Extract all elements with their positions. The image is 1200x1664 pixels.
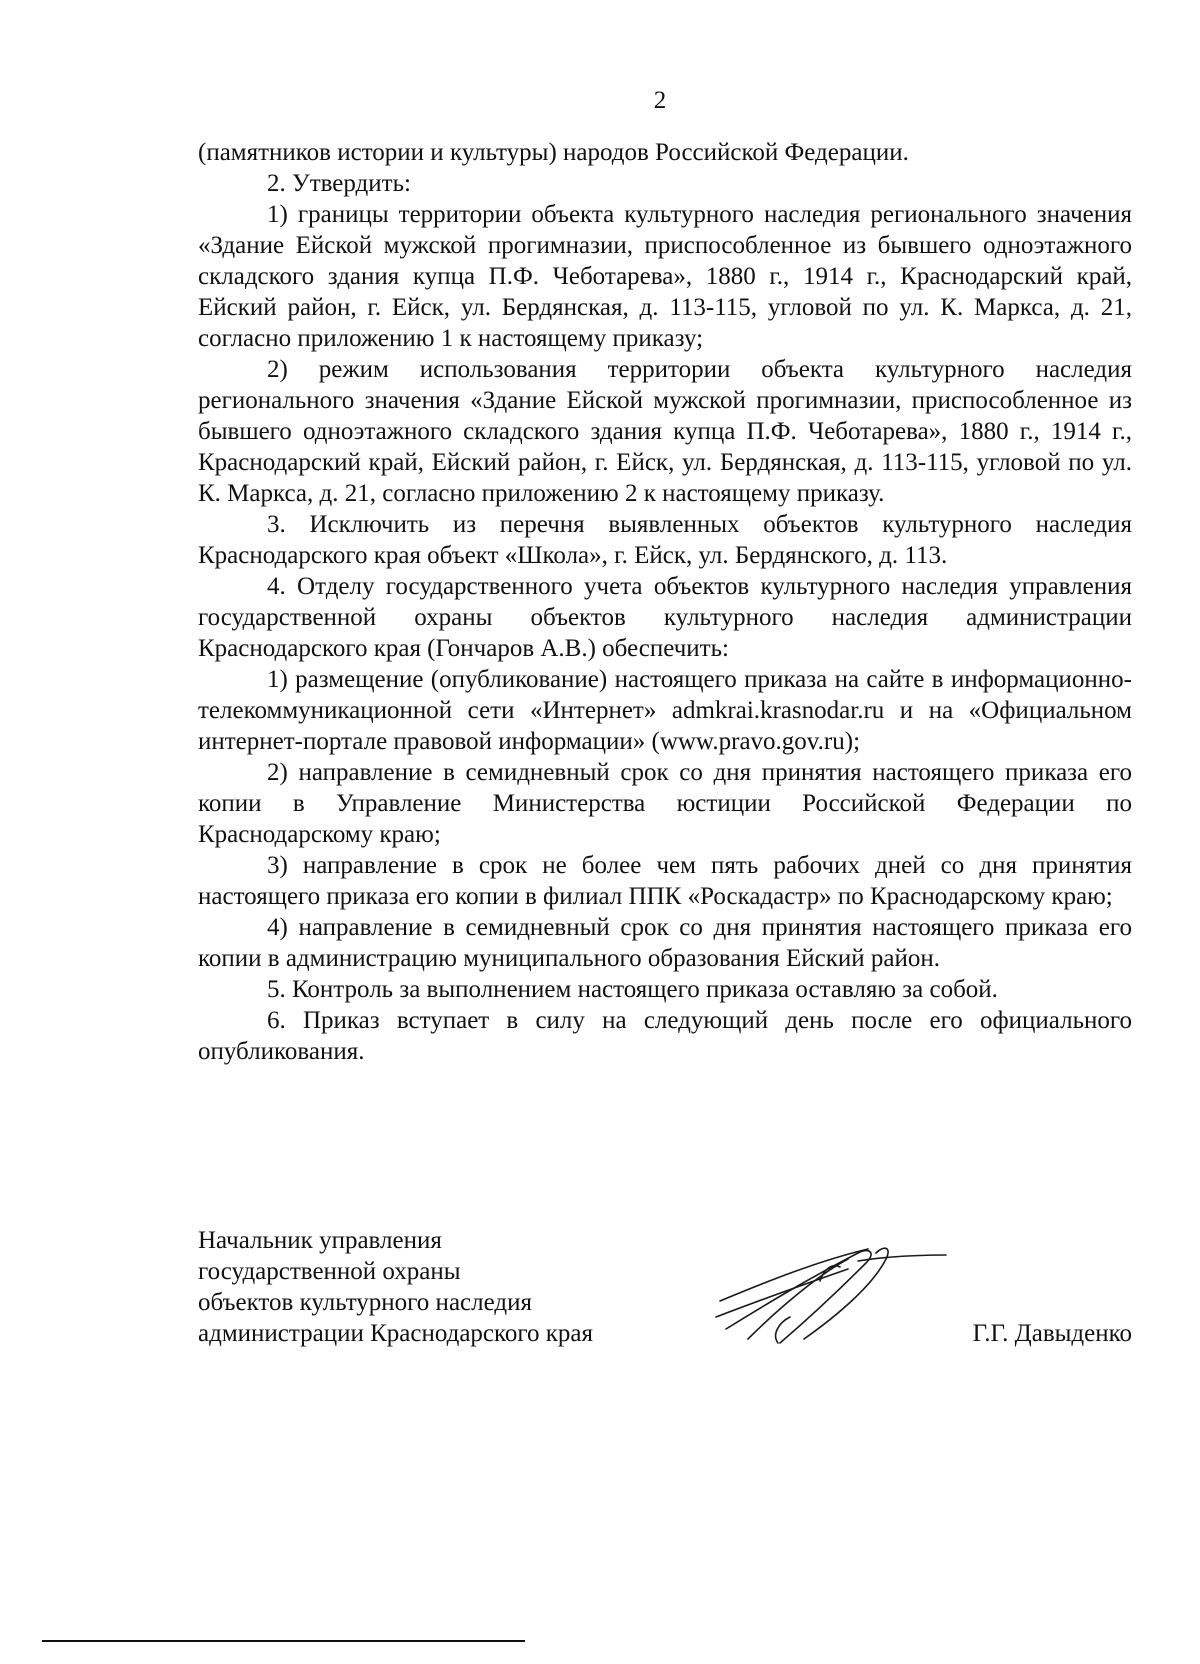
paragraph-item-4-2: 2) направление в семидневный срок со дня принятия настоящего приказа его копии в Управление Министерства юстиции Российской Федерации по Краснодарскому краю; (198, 759, 1132, 848)
paragraph-item-4: 4. Отделу государственного учета объектов культурного наследия управления государственной охраны объектов культурного наследия администрации Краснодарского края (Гончаров А.В.) обеспечить: (198, 573, 1132, 662)
signer-name: Г.Г. Давыденко (972, 1320, 1132, 1347)
paragraph-item-4-1: 1) размещение (опубликование) настоящего приказа на сайте в информационно-телекоммуникационной сети «Интернет» admkrai.krasnodar.ru и на «Официальном интернет-портале правовой информации» (www.pravo.gov.ru); (198, 666, 1132, 755)
handwritten-signature (708, 1239, 948, 1349)
signer-position-line: государственной охраны (198, 1258, 461, 1285)
paragraph-item-4-4: 4) направление в семидневный срок со дня принятия настоящего приказа его копии в администрацию муниципального образования Ейский район. (198, 914, 1132, 972)
footnote-divider (42, 1640, 525, 1642)
paragraph-item-2: 2. Утвердить: (267, 170, 411, 197)
signer-position-line: Начальник управления (198, 1227, 442, 1254)
paragraph-item-6: 6. Приказ вступает в силу на следующий день после его официального опубликования. (198, 1007, 1132, 1065)
paragraph-item-3: 3. Исключить из перечня выявленных объектов культурного наследия Краснодарского края объект «Школа», г. Ейск, ул. Бердянского, д. 113. (198, 511, 1132, 569)
paragraph-continuation: (памятников истории и культуры) народов Российской Федерации. (198, 139, 909, 166)
page-number: 2 (653, 87, 667, 114)
paragraph-item-5: 5. Контроль за выполнением настоящего приказа оставляю за собой. (267, 976, 998, 1003)
signature-block (198, 1225, 1132, 1355)
paragraph-item-2-2: 2) режим использования территории объекта культурного наследия регионального значения «Здание Ейской мужской прогимназии, приспособленное из бывшего одноэтажного складского здания купца П.Ф. Чеботарева», 1880 г., 1914 г., Краснодарский край, Ейский район, г. Ейск, ул. Бердянская, д. 113-115, угловой по ул. К. Маркса, д. 21, согласно приложению 2 к настоящему приказу. (198, 356, 1132, 507)
signer-position-line: объектов культурного наследия (198, 1289, 532, 1316)
paragraph-item-2-1: 1) границы территории объекта культурного наследия регионального значения «Здание Ейской мужской прогимназии, приспособленное из бывшего одноэтажного складского здания купца П.Ф. Чеботарева», 1880 г., 1914 г., Краснодарский край, Ейский район, г. Ейск, ул. Бердянская, д. 113-115, угловой по ул. К. Маркса, д. 21, согласно приложению 1 к настоящему приказу; (198, 201, 1132, 352)
signer-position-line: администрации Краснодарского края (198, 1320, 594, 1347)
signer-position (198, 1225, 593, 1349)
order-body (198, 137, 1132, 1067)
paragraph-item-4-3: 3) направление в срок не более чем пять рабочих дней со дня принятия настоящего приказа его копии в филиал ППК «Роскадастр» по Краснодарскому краю; (198, 852, 1132, 910)
